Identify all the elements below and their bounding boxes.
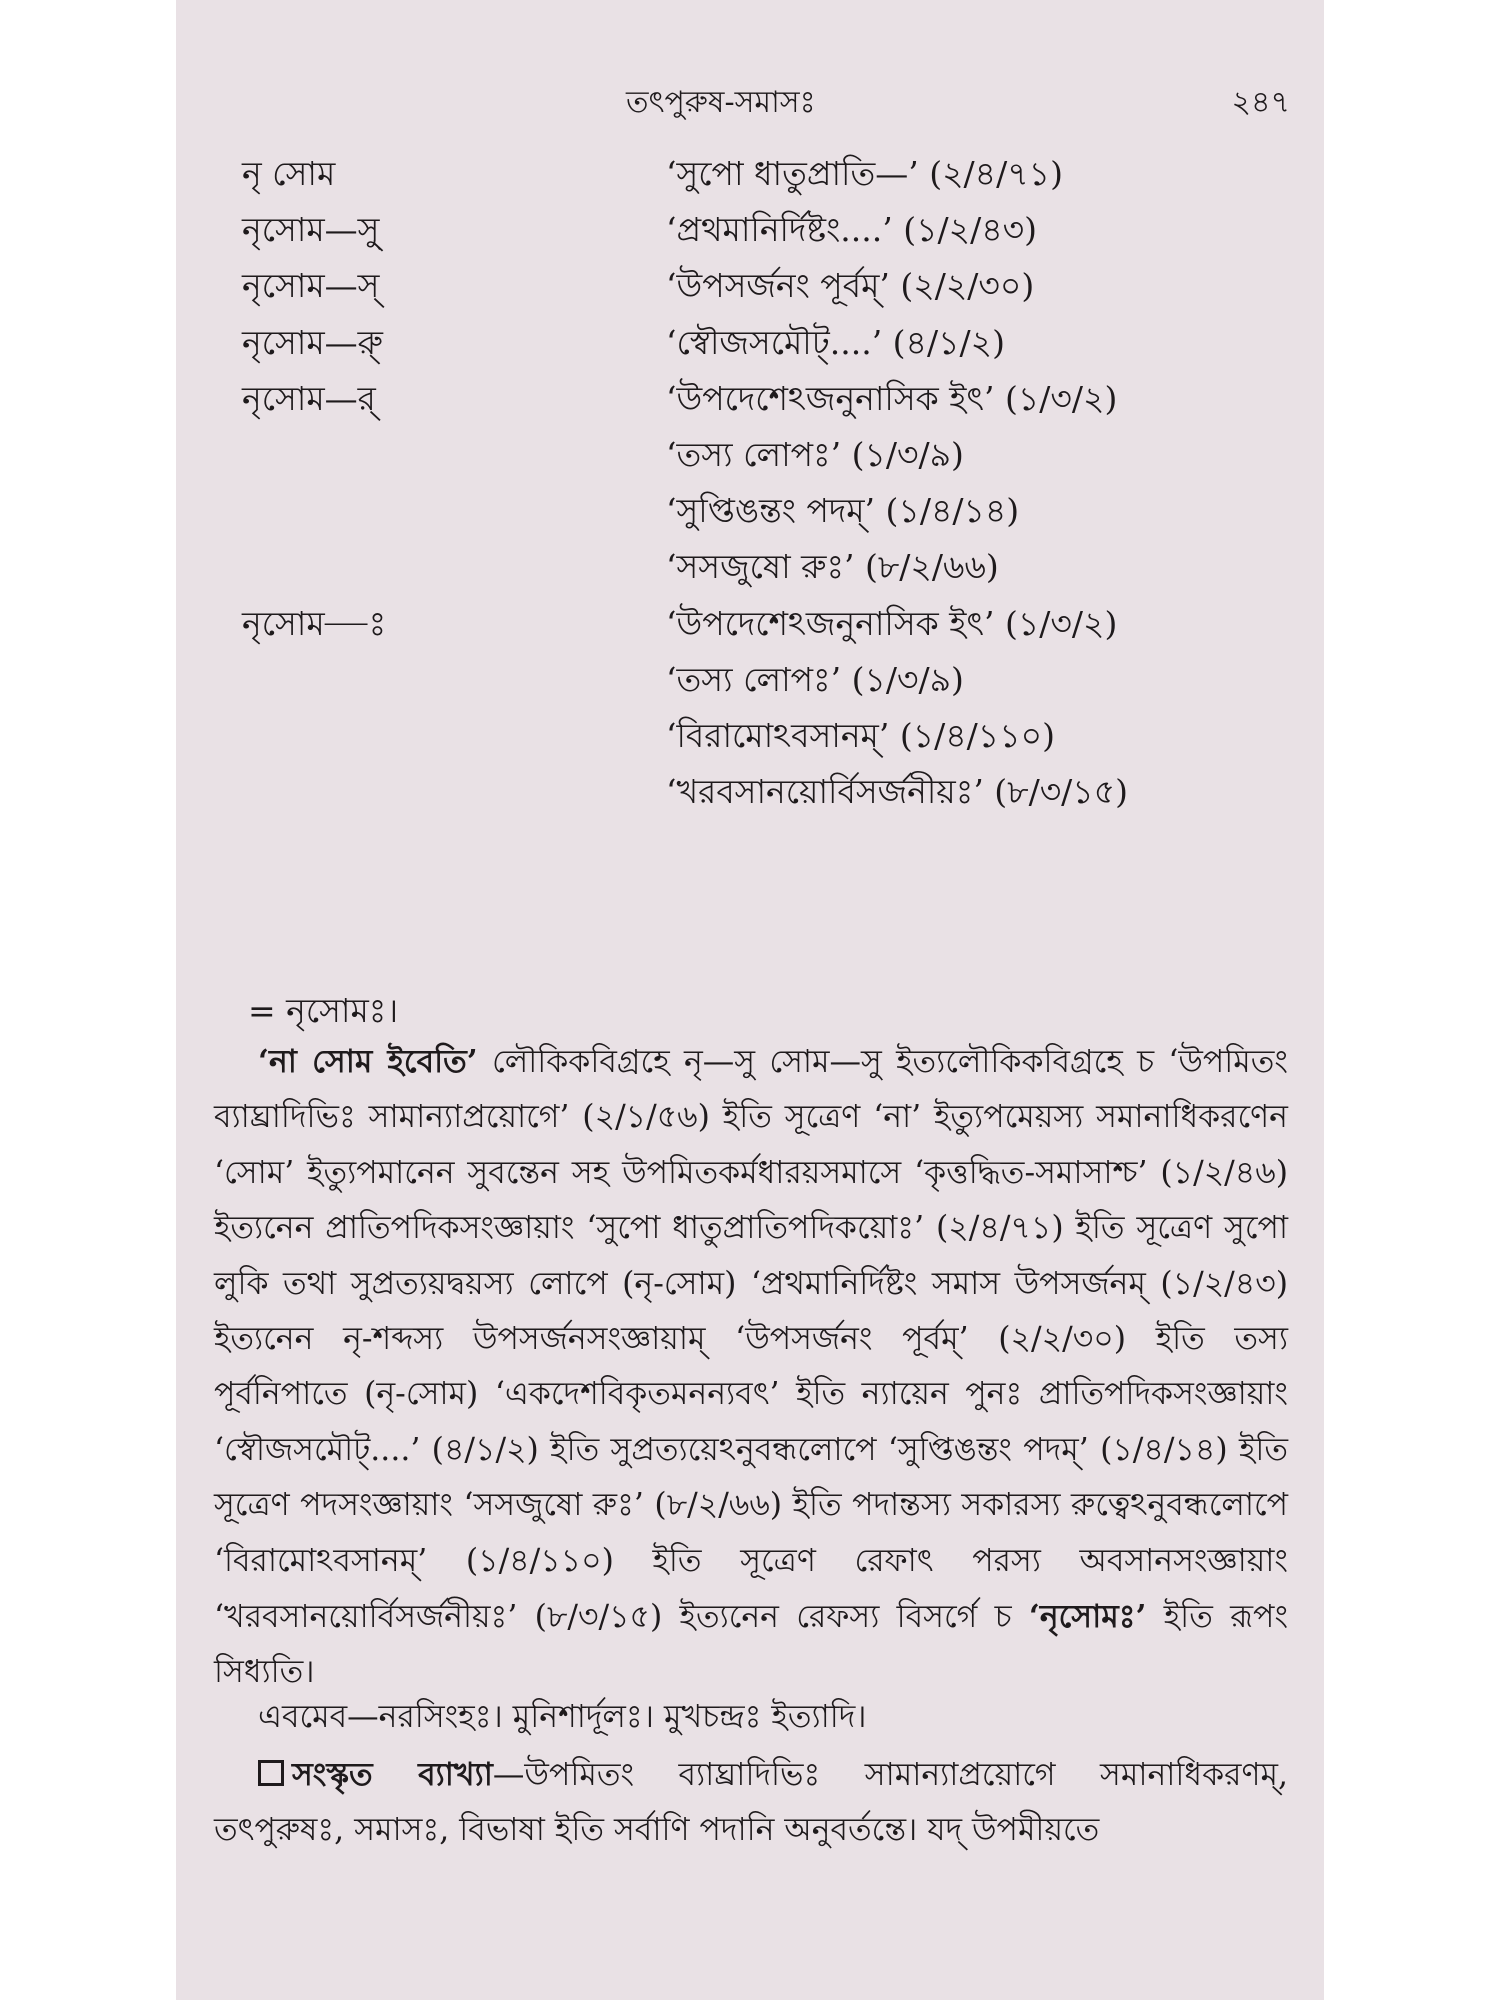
derivation-row (176, 311, 1324, 367)
derivation-rule: ‘বিরামোঽবসানম্’ (১/৪/১১০) (666, 715, 1055, 755)
page-number: ২৪৭ (1231, 85, 1290, 120)
derivation-rule: ‘সসজুষো রুঃ’ (৮/২/৬৬) (666, 547, 999, 587)
paragraph-text: লৌকিকবিগ্রহে নৃ—সু সোম—সু ইত্যলৌকিকবিগ্রহে চ ‘উপমিতং ব্যাঘ্রাদিভিঃ সামান্যাপ্রয়োগে’ (২/১/৫৬) ইতি সূত্রেণ ‘না’ ইত্যুপমেয়স্য সমানাধিকরণেন ‘সোম’ ইত্যুপমানেন সুবন্তেন সহ উপমিতকর্মধারয়সমাসে ‘কৃত্তদ্ধিত-সমাসাশ্চ’ (১/২/৪৬) ইত্যনেন প্রাতিপদিকসংজ্ঞায়াং ‘সুপো ধাতুপ্রাতিপদিকয়োঃ’ (২/৪/৭১) ইতি সূত্রেণ সুপো লুকি তথা সুপ্রত্যয়দ্বয়স্য লোপে (নৃ-সোম) ‘প্রথমানির্দিষ্টং সমাস উপসর্জনম্ (১/২/৪৩) ইত্যনেন নৃ-শব্দস্য উপসর্জনসংজ্ঞায়াম্ ‘উপসর্জনং পূর্বম্’ (২/২/৩০) ইতি তস্য পূর্বনিপাতে (নৃ-সোম) ‘একদেশবিকৃতমনন্যবৎ’ ইতি ন্যায়েন পুনঃ প্রাতিপদিকসংজ্ঞায়াং ‘স্বৌজসমৌট্....’ (৪/১/২) ইতি সুপ্রত্যয়েঽনুবন্ধলোপে ‘সুপ্তিঙন্তং পদম্’ (১/৪/১৪) ইতি সূত্রেণ পদসংজ্ঞায়াং ‘সসজুষো রুঃ’ (৮/২/৬৬) ইতি পদান্তস্য সকারস্য রুত্বেঽনুবন্ধলোপে ‘বিরামোঽবসানম্’ (১/৪/১১০) ইতি সূত্রেণ রেফাৎ পরস্য অবসানসংজ্ঞায়াং ‘খরবসানয়োর্বিসর্জনীয়ঃ’ (৮/৩/১৫) ইত্যনেন রেফস্য বিসর্গে চ (214, 1044, 1288, 1636)
derivation-rule: ‘তস্য লোপঃ’ (১/৩/৯) (666, 659, 964, 699)
running-title: তৎপুরুষ-সমাসঃ (626, 85, 816, 120)
derivation-row (176, 592, 1324, 648)
derivation-rule: ‘উপদেশেঽজনুনাসিক ইৎ’ (১/৩/২) (666, 378, 1118, 418)
derivation-rule: ‘স্বৌজসমৌট্....’ (৪/১/২) (666, 322, 1005, 362)
derivation-form: নৃসোম—সু্ (242, 210, 380, 250)
derivation-rule: ‘প্রথমানির্দিষ্টং....’ (১/২/৪৩) (666, 210, 1037, 250)
derivation-rule: ‘সুপো ধাতুপ্রাতি—’ (২/৪/৭১) (666, 154, 1063, 193)
example-phrase: ‘না সোম ইবেতি’ (258, 1043, 478, 1080)
derivation-result: = নৃসোমঃ। (248, 991, 399, 1030)
book-page (176, 0, 1324, 2000)
derivation-row (176, 479, 1324, 535)
sanskrit-explanation-text: —উপমিতং ব্যাঘ্রাদিভিঃ সামান্যাপ্রয়োগে সমানাধিকরণম্, তৎপুরুষঃ, সমাসঃ, বিভাষা ইতি সর্বাণি পদানি অনুবর্তন্তে। যদ্ উপমীয়তে (214, 1757, 1289, 1849)
derivation-row (176, 367, 1324, 423)
derivation-form: নৃসোম—র্ (242, 378, 376, 418)
derivation-form: নৃসোম—ঃ (242, 603, 387, 643)
derivation-row (176, 704, 1324, 760)
derivation-table (176, 142, 1324, 816)
sanskrit-explanation-label: সংস্কৃত ব্যাখ্যা (292, 1756, 493, 1793)
derivation-rule: ‘উপসর্জনং পূর্বম্’ (২/২/৩০) (666, 266, 1035, 306)
derivation-row (176, 535, 1324, 591)
derivation-form: নৃসোম—স্ (242, 266, 380, 306)
derivation-rule: ‘উপদেশেঽজনুনাসিক ইৎ’ (১/৩/২) (666, 603, 1118, 643)
derivation-row (176, 198, 1324, 254)
derivation-row (176, 423, 1324, 479)
sanskrit-explanation (214, 1747, 1288, 1859)
derivation-rule: ‘খরবসানয়োর্বিসর্জনীয়ঃ’ (৮/৩/১৫) (666, 772, 1128, 812)
derivation-rule: ‘তস্য লোপঃ’ (১/৩/৯) (666, 434, 964, 474)
examples-line: এবমেব—নরসিংহঃ। মুনিশার্দূলঃ। মুখচন্দ্রঃ ইত্যাদি। (258, 1699, 867, 1735)
derivation-row (176, 760, 1324, 816)
paragraph-tail: ইতি রূপং সিধ্যতি। (214, 1599, 1288, 1691)
derivation-form: নৃ সোম (242, 154, 336, 193)
derivation-form: নৃসোম—রু্ (242, 322, 383, 362)
derivation-row (176, 142, 1324, 198)
final-form: ‘নৃসোমঃ’ (1028, 1598, 1147, 1636)
derivation-row (176, 254, 1324, 310)
checkbox-square-icon (258, 1760, 284, 1786)
page-header (176, 78, 1324, 118)
explanation-paragraph (214, 1034, 1288, 1701)
derivation-row (176, 648, 1324, 704)
derivation-rule: ‘সুপ্তিঙন্তং পদম্’ (১/৪/১৪) (666, 491, 1020, 531)
